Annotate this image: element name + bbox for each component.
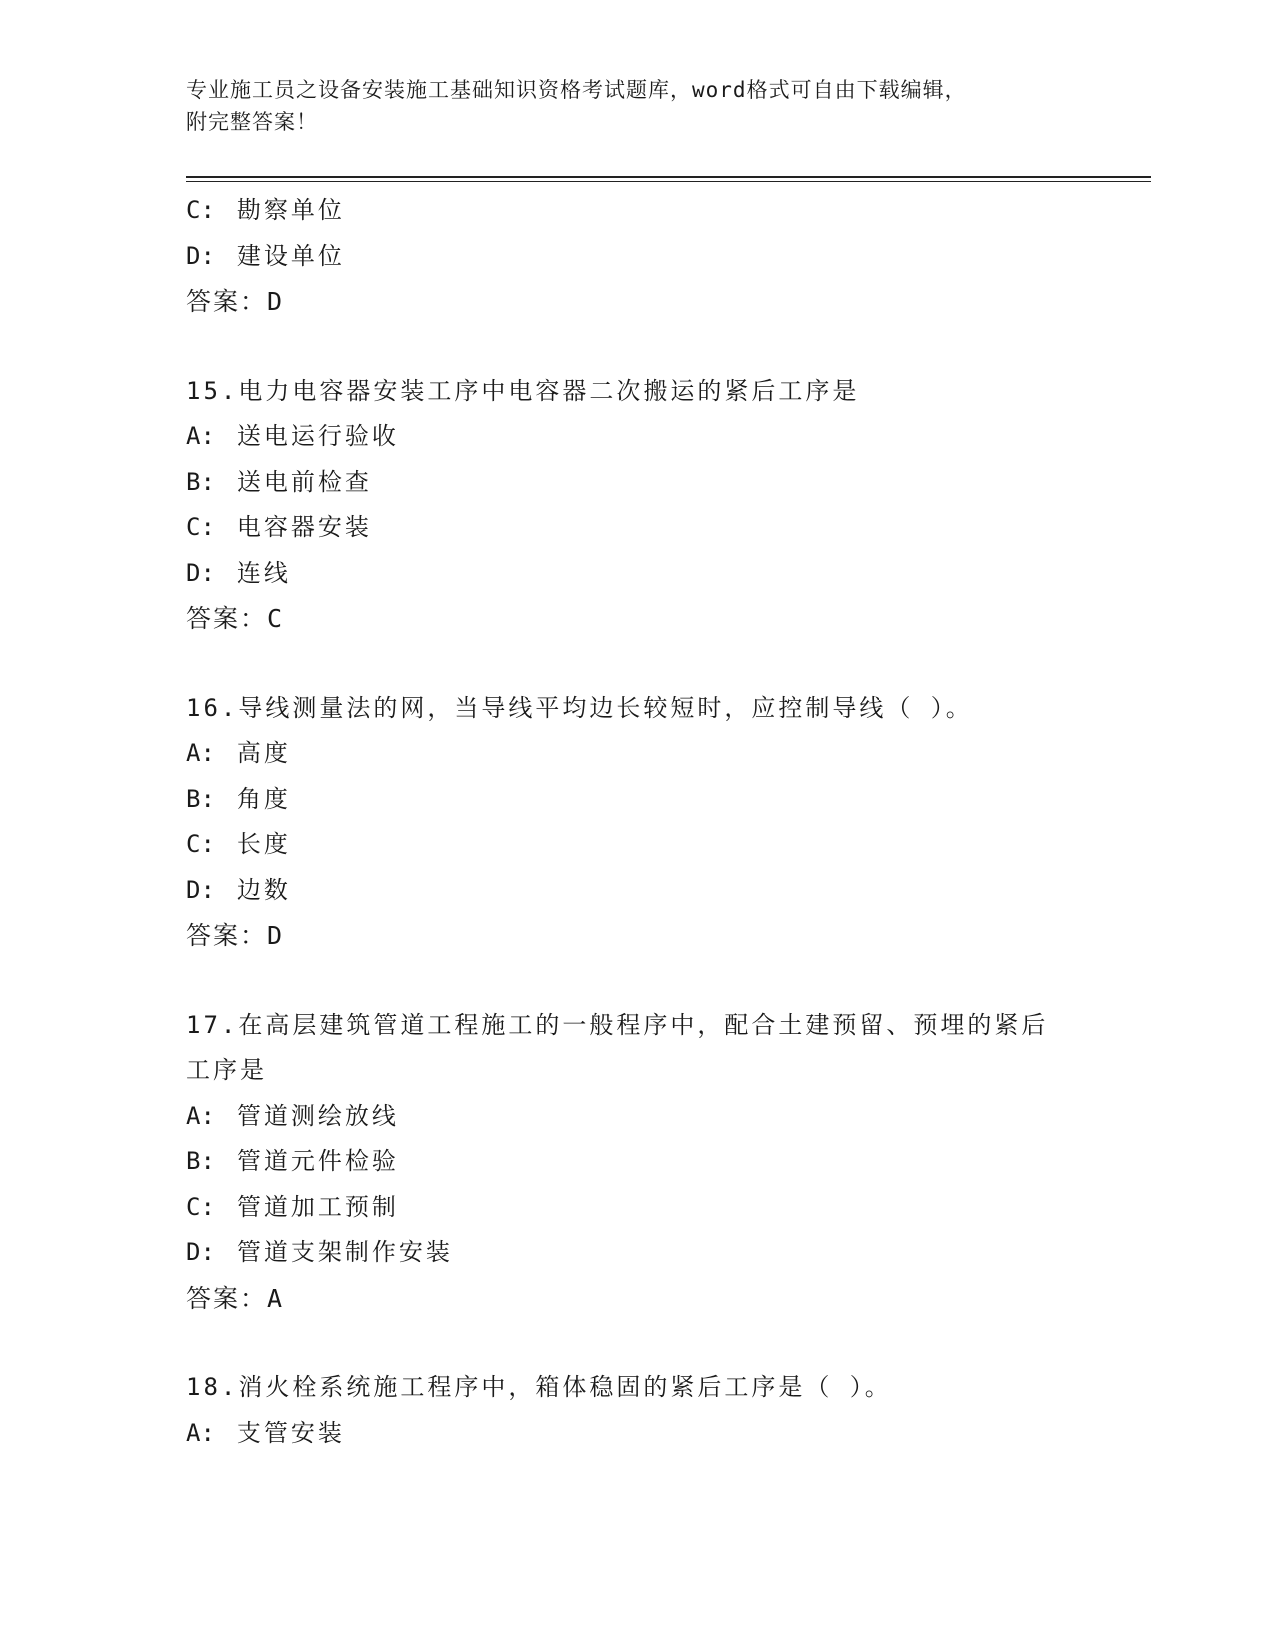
question-list: [186, 188, 1086, 1456]
option-text: 电容器安装: [236, 513, 372, 541]
header-rule-top: [186, 176, 1151, 178]
option-text: 送电运行验收: [236, 422, 399, 450]
option-a: [186, 1094, 1086, 1140]
option-letter: D:: [186, 241, 215, 270]
option-letter: B:: [186, 784, 215, 813]
partial-question: [186, 188, 1086, 325]
header-rule-bottom: [186, 181, 1151, 182]
option-d: [186, 551, 1086, 597]
answer-line: 答案：C: [186, 604, 285, 633]
option-letter: B:: [186, 1147, 215, 1175]
option-letter: A:: [186, 422, 215, 450]
option-letter: A:: [186, 1101, 215, 1130]
option-text: 高度: [236, 739, 291, 767]
question-17: [186, 1003, 1086, 1322]
option-c: [186, 822, 1086, 868]
option-text: 支管安装: [236, 1418, 345, 1447]
question-stem: 18.消火栓系统施工程序中，箱体稳固的紧后工序是（ ）。: [186, 1373, 892, 1401]
option-text: 管道元件检验: [236, 1147, 399, 1175]
option-text: 管道加工预制: [236, 1192, 399, 1221]
option-letter: A:: [186, 1418, 215, 1447]
option-c: [186, 505, 1086, 551]
option-letter: A:: [186, 739, 215, 767]
option-b: [186, 460, 1086, 506]
answer-line: 答案：A: [186, 1283, 285, 1313]
option-text: 边数: [236, 875, 291, 904]
option-letter: D:: [186, 558, 215, 587]
option-c: [186, 1185, 1086, 1231]
option-a: [186, 731, 1086, 777]
option-text: 建设单位: [236, 241, 345, 270]
option-d: [186, 234, 1086, 280]
option-c: [186, 188, 1086, 234]
option-d: [186, 1230, 1086, 1276]
option-a: [186, 414, 1086, 460]
question-15: [186, 369, 1086, 642]
option-letter: C:: [186, 196, 215, 224]
question-18: [186, 1365, 1086, 1456]
option-letter: B:: [186, 467, 215, 496]
option-d: [186, 868, 1086, 914]
question-stem: 17.在高层建筑管道工程施工的一般程序中，配合土建预留、预埋的紧后工序是: [186, 1010, 1049, 1084]
question-16: [186, 686, 1086, 959]
header-line-2: 附完整答案！: [186, 110, 318, 134]
option-text: 送电前检查: [236, 467, 372, 496]
document-header: [186, 74, 1086, 138]
option-text: 长度: [236, 830, 291, 858]
option-text: 角度: [236, 784, 291, 813]
answer-line: 答案：D: [186, 921, 285, 950]
option-text: 管道支架制作安装: [236, 1238, 453, 1266]
option-letter: D:: [186, 875, 215, 904]
option-text: 连线: [236, 558, 291, 587]
option-letter: C:: [186, 1192, 215, 1221]
option-text: 勘察单位: [236, 196, 345, 224]
option-letter: C:: [186, 830, 215, 858]
option-letter: D:: [186, 1238, 215, 1266]
option-text: 管道测绘放线: [236, 1101, 399, 1130]
answer-line: 答案：D: [186, 287, 285, 316]
option-b: [186, 1139, 1086, 1185]
option-b: [186, 777, 1086, 823]
option-a: [186, 1411, 1086, 1457]
question-stem: 16.导线测量法的网，当导线平均边长较短时，应控制导线（ ）。: [186, 693, 973, 722]
option-letter: C:: [186, 513, 215, 541]
question-stem: 15.电力电容器安装工序中电容器二次搬运的紧后工序是: [186, 376, 860, 405]
header-line-1: 专业施工员之设备安装施工基础知识资格考试题库，word格式可自由下载编辑，: [186, 78, 967, 102]
